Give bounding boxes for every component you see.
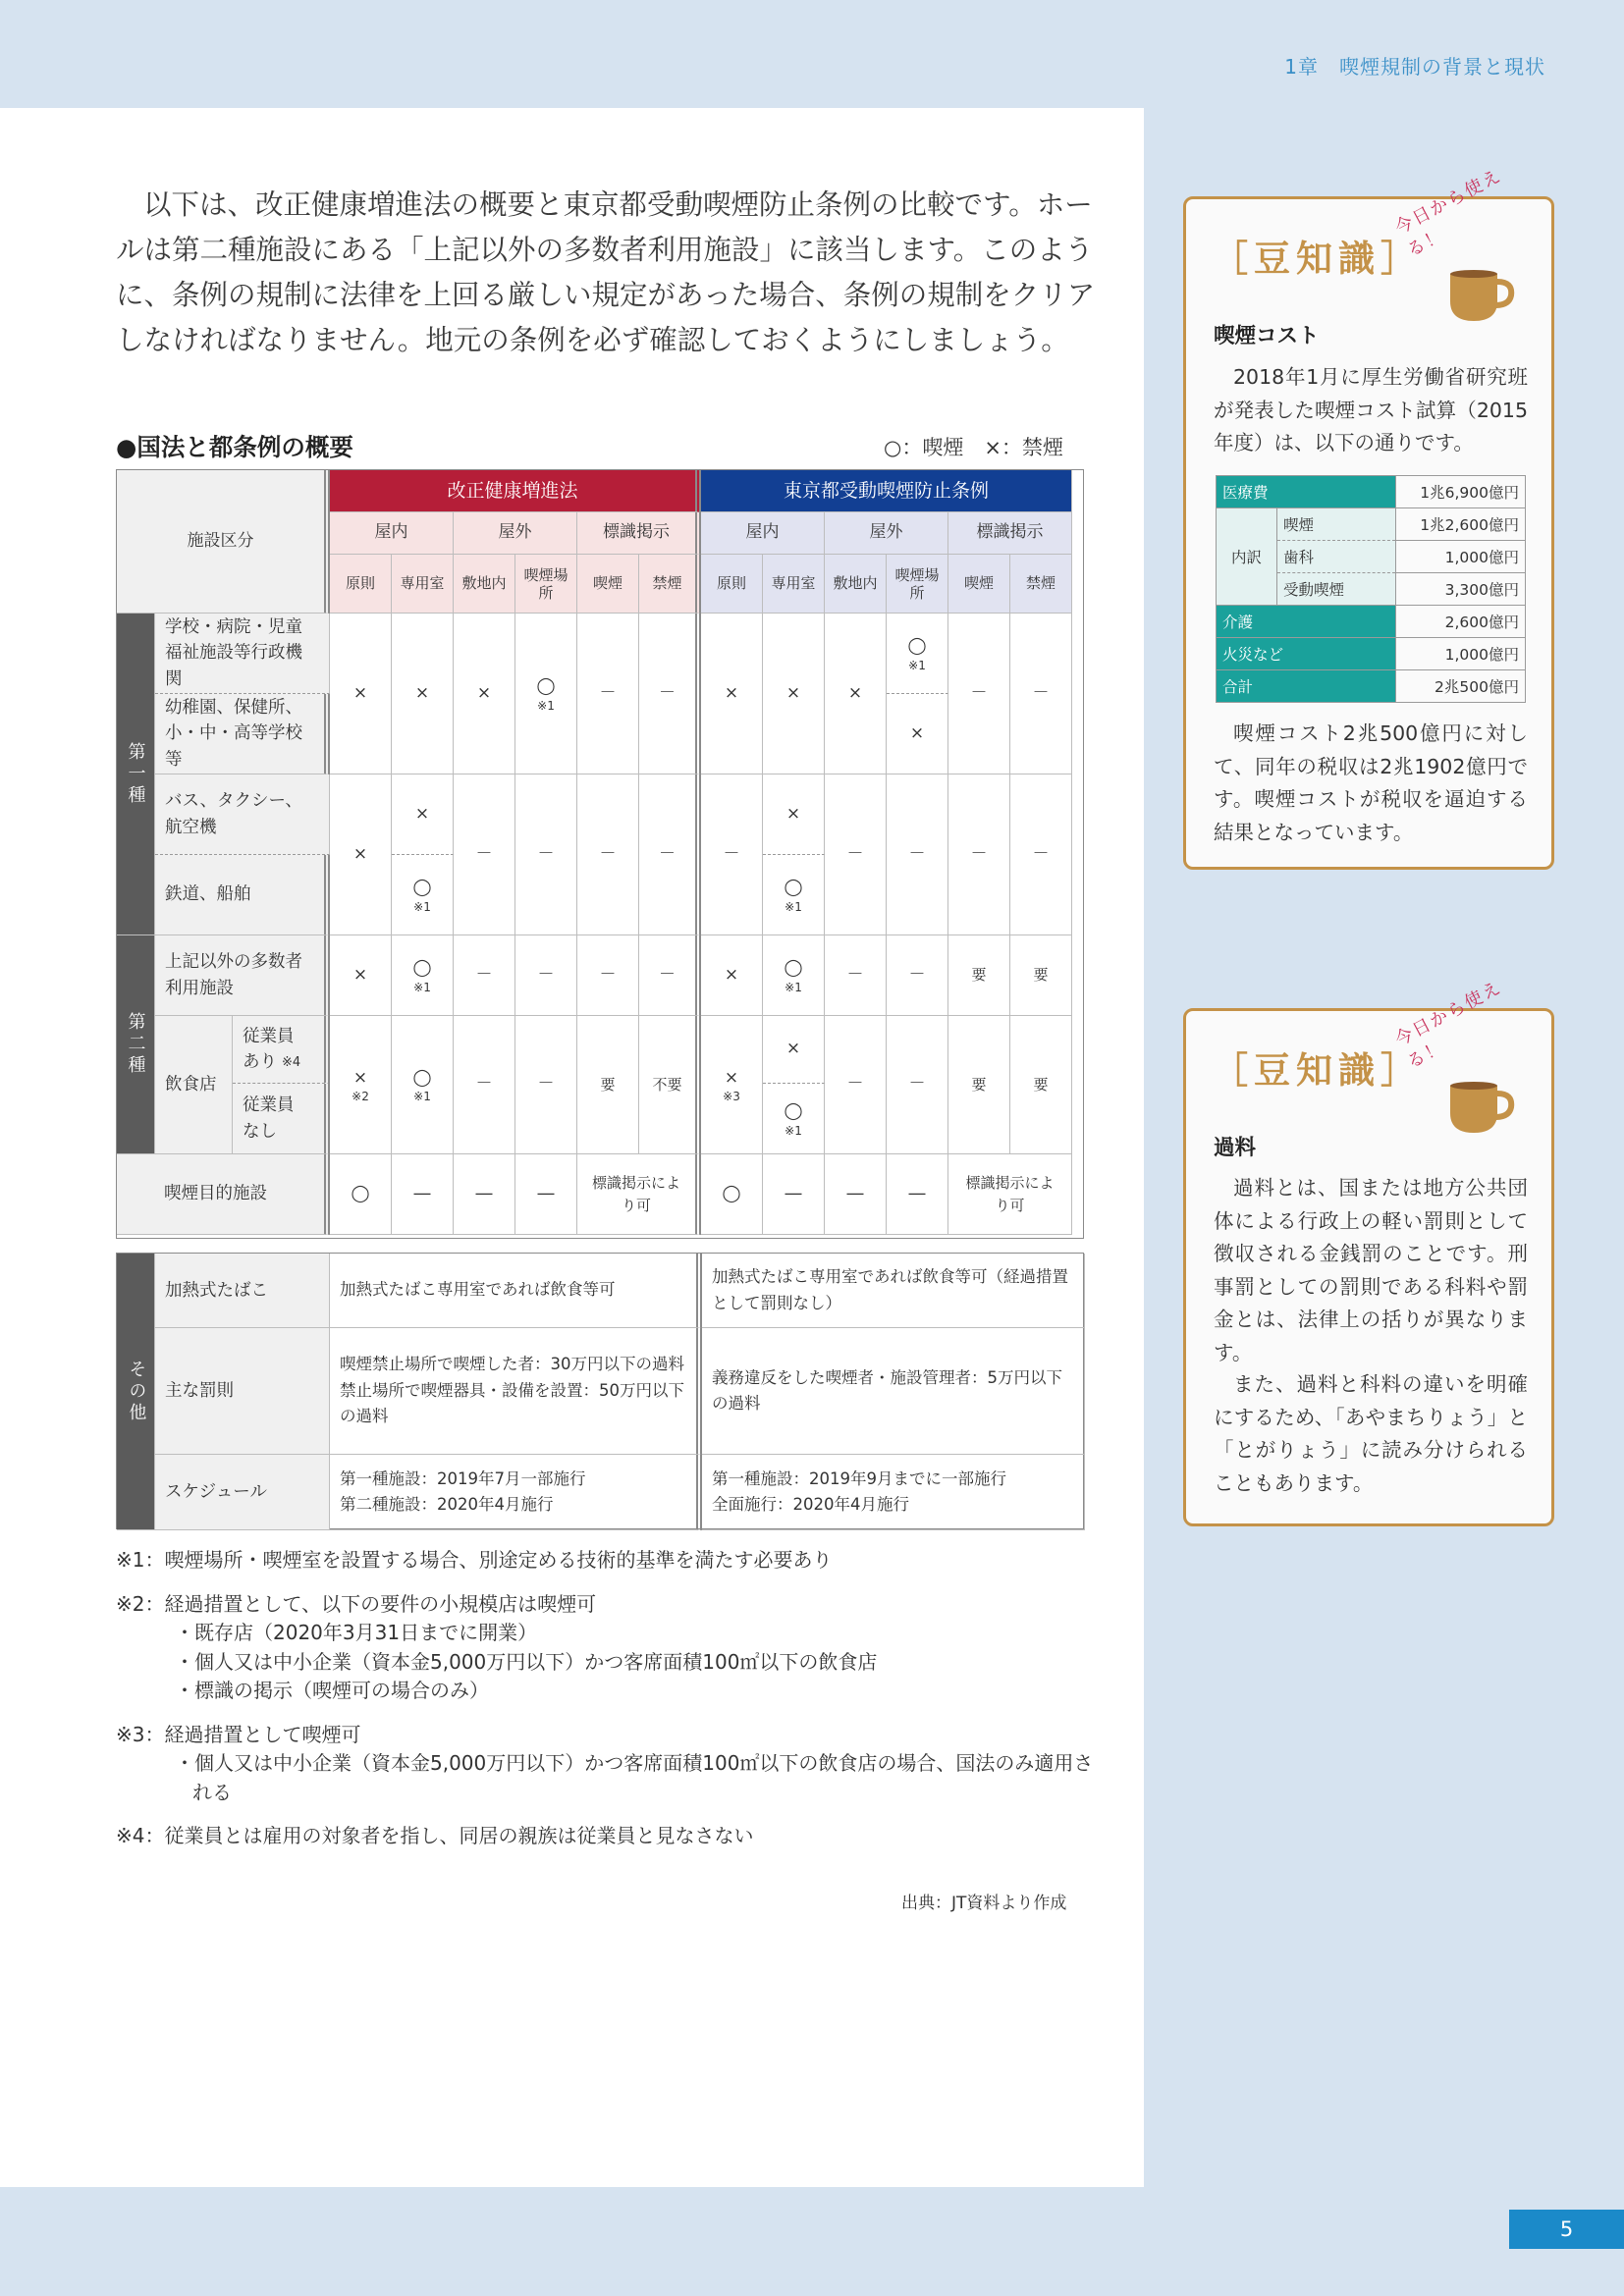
cost-label: 火災など: [1217, 638, 1396, 670]
cell: ―: [825, 1154, 887, 1235]
other-table: [116, 1253, 1084, 1529]
usable-tag: 今日から使える！: [1391, 165, 1506, 262]
trivia-box-fine: [1183, 977, 1554, 1526]
symbol: ◯: [784, 1101, 803, 1122]
footnotes: [116, 1546, 1098, 1866]
cost-value: 2兆500億円: [1395, 670, 1525, 703]
note-mark: ※1: [413, 1090, 431, 1104]
cell: －: [577, 614, 639, 774]
cost-value: 1兆2,600億円: [1395, 508, 1525, 541]
intro-paragraph: 以下は、改正健康増進法の概要と東京都受動喫煙防止条例の比較です。ホールは第二種施設にある「上記以外の多数者利用施設」に該当します。このように、条例の規制に法律を上回る厳しい規定があった場合、条例の規制をクリアしなければなりません。地元の条例を必ず確認しておくようにしましょう。: [116, 188, 1096, 356]
row-other: 上記以外の多数者利用施設: [155, 935, 330, 1016]
cell: －: [701, 774, 763, 935]
page-number: 5: [1509, 2210, 1624, 2249]
row-emp-yes: [233, 1016, 330, 1084]
cost-label: 介護: [1217, 606, 1396, 638]
cell: －: [887, 935, 948, 1016]
cell: －: [515, 935, 577, 1016]
emp-no-label: 従業員なし: [243, 1095, 295, 1142]
law2-outdoor: 屋外: [825, 512, 948, 555]
schedule-line: 全面施行：2020年4月施行: [712, 1495, 909, 1514]
cell: 要: [1010, 935, 1072, 1016]
cell: ◯: [330, 1154, 392, 1235]
row-rail: 鉄道、船舶: [155, 855, 330, 935]
note-mark: ※2: [352, 1090, 369, 1104]
cell: [763, 935, 825, 1016]
cell: －: [948, 614, 1010, 774]
cell: [701, 1016, 763, 1154]
cell: 不要: [639, 1016, 701, 1154]
note-2-b: ・個人又は中小企業（資本金5,000万円以下）かつ客席面積100㎡以下の飲食店: [175, 1649, 878, 1674]
cell: －: [454, 935, 515, 1016]
c-place: 喫煙場所: [887, 555, 948, 614]
symbol: ◯: [412, 878, 432, 898]
box1-text: 2018年1月に厚生労働省研究班が発表した喫煙コスト試算（2015年度）は、以下の通りです。: [1214, 365, 1528, 454]
emp-yes-label: 従業員あり: [243, 1027, 295, 1073]
box1-title: 喫煙コスト: [1214, 324, 1320, 348]
cell: [330, 1455, 702, 1530]
cell: －: [639, 935, 701, 1016]
note-mark: ※1: [785, 1123, 802, 1138]
cell: 要: [948, 935, 1010, 1016]
note-2-head: ※2：経過措置として、以下の要件の小規模店は喫煙可: [116, 1591, 597, 1616]
c-room: 専用室: [392, 555, 454, 614]
cell: 要: [1010, 1016, 1072, 1154]
cost-value: 1,000億円: [1395, 638, 1525, 670]
cell: ×: [887, 694, 948, 774]
symbol: ×: [724, 1067, 739, 1088]
schedule-line: 第二種施設：2020年4月施行: [340, 1495, 554, 1514]
breakdown-label: 内訳: [1217, 508, 1277, 606]
cell: －: [1010, 774, 1072, 935]
c-gen: 原則: [701, 555, 763, 614]
cell: 加熱式たばこ専用室であれば飲食等可: [330, 1254, 702, 1328]
symbol: ◯: [784, 958, 803, 979]
note-3-a: ・個人又は中小企業（資本金5,000万円以下）かつ客席面積100㎡以下の飲食店の場合、国法のみ適用される: [175, 1751, 1094, 1804]
symbol: ◯: [784, 878, 803, 898]
cell: [702, 1455, 1085, 1530]
row-heated: 加熱式たばこ: [155, 1254, 330, 1328]
cell: －: [639, 774, 701, 935]
note-2-c: ・標識の掲示（喫煙可の場合のみ）: [175, 1679, 489, 1702]
cell: －: [825, 1016, 887, 1154]
c-site: 敷地内: [825, 555, 887, 614]
cost-label: 歯科: [1277, 541, 1396, 573]
note-1: ※1：喫煙場所・喫煙室を設置する場合、別途定める技術的基準を満たす必要あり: [116, 1548, 833, 1572]
cell: －: [454, 1016, 515, 1154]
cell: －: [825, 774, 887, 935]
cell: 標識掲示により可: [577, 1154, 701, 1235]
cost-label: 喫煙: [1277, 508, 1396, 541]
law1-sign: 標識掲示: [577, 512, 701, 555]
cell: 標識掲示により可: [948, 1154, 1072, 1235]
box2-text: 過料とは、国または地方公共団体による行政上の軽い罰則として徴収される金銭罰のことです。刑事罰としての罰則である科料や罰金とは、法律上の括りが異なります。: [1214, 1176, 1528, 1364]
row-purpose: 喫煙目的施設: [117, 1154, 330, 1235]
cell: ×: [763, 1016, 825, 1084]
c-gen: 原則: [330, 555, 392, 614]
cost-table: [1216, 475, 1526, 703]
category-2: 第二種: [117, 935, 155, 1154]
usable-tag: 今日から使える！: [1391, 977, 1506, 1074]
trivia-box-smoking-cost: [1183, 165, 1554, 870]
c-site: 敷地内: [454, 555, 515, 614]
schedule-line: 第一種施設：2019年7月一部施行: [340, 1468, 586, 1488]
law2-header: 東京都受動喫煙防止条例: [701, 470, 1072, 512]
c-room: 専用室: [763, 555, 825, 614]
symbol: ×: [352, 1067, 368, 1088]
cell: ×: [825, 614, 887, 774]
cell: ×: [392, 774, 454, 855]
note-2: [116, 1590, 1098, 1706]
note-2-a: ・既存店（2020年3月31日までに開業）: [175, 1621, 538, 1644]
cell: [392, 935, 454, 1016]
cost-label: 受動喫煙: [1277, 573, 1396, 606]
cell: [763, 1084, 825, 1154]
row-emp-no: [233, 1084, 330, 1154]
cost-value: 2,600億円: [1395, 606, 1525, 638]
note-mark: ※1: [537, 698, 555, 713]
chapter-header: 1章 喫煙規制の背景と現状: [1284, 55, 1545, 79]
symbol: ◯: [907, 636, 927, 657]
cell: 義務違反をした喫煙者・施設管理者：5万円以下の過料: [702, 1328, 1085, 1455]
note-mark: ※1: [785, 980, 802, 994]
box2-title: 過料: [1214, 1136, 1257, 1160]
cell: ×: [392, 614, 454, 774]
cell: ×: [701, 935, 763, 1016]
cell: －: [577, 935, 639, 1016]
cost-label: 合計: [1217, 670, 1396, 703]
cell: [392, 1016, 454, 1154]
cell: －: [948, 774, 1010, 935]
cell: ×: [701, 614, 763, 774]
comparison-table: [116, 469, 1084, 1239]
symbol: ◯: [412, 958, 432, 979]
coffee-cup-icon: [1446, 268, 1515, 325]
cell: －: [825, 935, 887, 1016]
cell: ―: [392, 1154, 454, 1235]
trivia-badge: ［豆知識］: [1212, 1049, 1423, 1092]
cell: ―: [515, 1154, 577, 1235]
cell: [392, 855, 454, 935]
cell: 喫煙禁止場所で喫煙した者：30万円以下の過料 禁止場所で喫煙器具・設備を設置：50万円以下の過料: [330, 1328, 702, 1455]
note-mark: ※1: [785, 899, 802, 914]
note-4: ※4：従業員とは雇用の対象者を指し、同居の親族は従業員と見なさない: [116, 1824, 754, 1847]
cell: ×: [454, 614, 515, 774]
cell: ◯: [701, 1154, 763, 1235]
source-credit: 出典：JT資料より作成: [901, 1894, 1067, 1913]
note-3-head: ※3：経過措置として喫煙可: [116, 1722, 361, 1746]
symbol: ◯: [412, 1067, 432, 1088]
coffee-cup-icon: [1446, 1080, 1515, 1137]
law1-outdoor: 屋外: [454, 512, 577, 555]
c-smoke: 喫煙: [577, 555, 639, 614]
cell: [330, 1016, 392, 1154]
cell: ×: [330, 614, 392, 774]
c-smoke: 喫煙: [948, 555, 1010, 614]
cell: －: [515, 774, 577, 935]
law2-sign: 標識掲示: [948, 512, 1072, 555]
row-school: 学校・病院・児童福祉施設等行政機関: [155, 614, 330, 694]
note-mark: ※1: [908, 658, 926, 672]
cell: －: [887, 774, 948, 935]
cell: ×: [330, 935, 392, 1016]
row-bus: バス、タクシー、航空機: [155, 774, 330, 855]
row-kinder: 幼稚園、保健所、小・中・高等学校等: [155, 694, 330, 774]
cost-label: 医療費: [1217, 476, 1396, 508]
cell: ―: [763, 1154, 825, 1235]
cell: [763, 855, 825, 935]
cost-value: 1兆6,900億円: [1395, 476, 1525, 508]
table-title: ●国法と都条例の概要: [116, 433, 353, 461]
cost-value: 1,000億円: [1395, 541, 1525, 573]
c-nosmoke: 禁煙: [1010, 555, 1072, 614]
cell: ―: [887, 1154, 948, 1235]
note-mark: ※1: [413, 899, 431, 914]
schedule-line: 第一種施設：2019年9月までに一部施行: [712, 1468, 1006, 1488]
cell: －: [515, 1016, 577, 1154]
c-place: 喫煙場所: [515, 555, 577, 614]
cell: ―: [454, 1154, 515, 1235]
c-nosmoke: 禁煙: [639, 555, 701, 614]
cell: ×: [763, 774, 825, 855]
law1-header: 改正健康増進法: [330, 470, 701, 512]
cell: ×: [330, 774, 392, 935]
cell: －: [454, 774, 515, 935]
row-penalty: 主な罰則: [155, 1328, 330, 1455]
cell: －: [887, 1016, 948, 1154]
category-other: その他: [117, 1254, 155, 1530]
cell: 加熱式たばこ専用室であれば飲食等可（経過措置として罰則なし）: [702, 1254, 1085, 1328]
law1-indoor: 屋内: [330, 512, 454, 555]
box2-text2: また、過料と科料の違いを明確にするため、「あやまちりょう」と「とがりょう」に読み分けられることもあります。: [1214, 1372, 1528, 1495]
note-mark: ※1: [413, 980, 431, 994]
note-mark: ※3: [723, 1090, 740, 1104]
table-legend: ○：喫煙 ×：禁煙: [884, 436, 1063, 459]
cost-value: 3,300億円: [1395, 573, 1525, 606]
note-3: [116, 1721, 1098, 1808]
box1-text2: 喫煙コスト2兆500億円に対して、同年の税収は2兆1902億円です。喫煙コストが税収を逼迫する結果となっています。: [1214, 721, 1528, 844]
cell: －: [1010, 614, 1072, 774]
category-1: 第一種: [117, 614, 155, 935]
row-restaurant: 飲食店: [155, 1016, 233, 1154]
col-head: 施設区分: [117, 470, 330, 614]
cell: ×: [763, 614, 825, 774]
symbol: ◯: [536, 676, 556, 697]
trivia-badge: ［豆知識］: [1212, 238, 1423, 280]
cell: [887, 614, 948, 694]
row-schedule: スケジュール: [155, 1455, 330, 1530]
cell: －: [577, 774, 639, 935]
note-mark: ※4: [282, 1055, 301, 1070]
law2-indoor: 屋内: [701, 512, 825, 555]
cell: 要: [948, 1016, 1010, 1154]
cell: －: [639, 614, 701, 774]
cell: 要: [577, 1016, 639, 1154]
cell: [515, 614, 577, 774]
